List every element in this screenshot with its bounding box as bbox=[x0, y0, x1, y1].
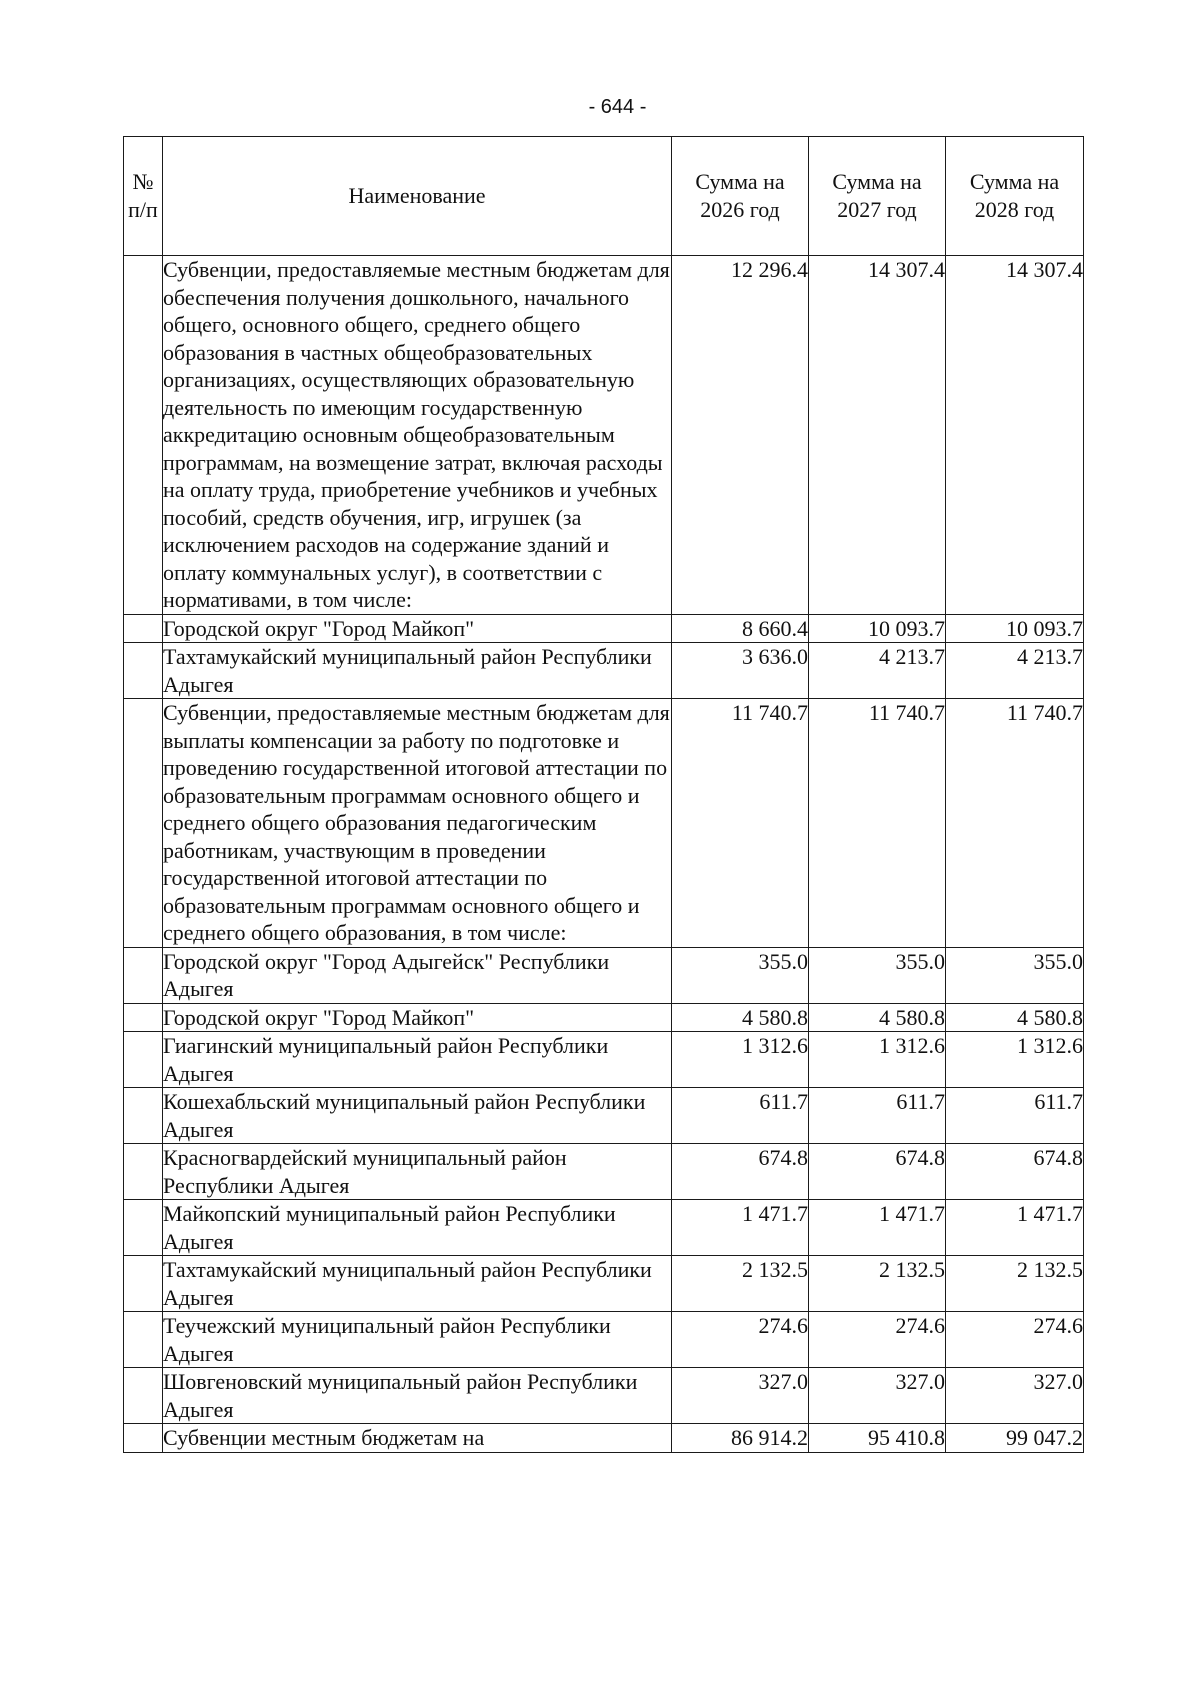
row-amount-2027: 327.0 bbox=[809, 1368, 946, 1424]
row-amount-2026: 11 740.7 bbox=[672, 699, 809, 948]
row-amount-2028: 4 213.7 bbox=[946, 643, 1084, 699]
header-name: Наименование bbox=[163, 137, 672, 256]
table-header bbox=[124, 137, 1084, 256]
row-amount-2026: 2 132.5 bbox=[672, 1256, 809, 1312]
row-amount-2027: 11 740.7 bbox=[809, 699, 946, 948]
row-index bbox=[124, 1256, 163, 1312]
row-name: Тахтамукайский муниципальный район Республики Адыгея bbox=[163, 1256, 672, 1312]
row-name: Субвенции местным бюджетам на bbox=[163, 1424, 672, 1453]
row-index bbox=[124, 1424, 163, 1453]
table-row bbox=[124, 1200, 1084, 1256]
row-index bbox=[124, 1088, 163, 1144]
table-row bbox=[124, 1312, 1084, 1368]
row-name: Гиагинский муниципальный район Республики Адыгея bbox=[163, 1032, 672, 1088]
row-name: Городской округ "Город Майкоп" bbox=[163, 614, 672, 643]
page-number: - 644 - bbox=[588, 96, 647, 118]
row-amount-2028: 4 580.8 bbox=[946, 1003, 1084, 1032]
row-amount-2026: 4 580.8 bbox=[672, 1003, 809, 1032]
row-index bbox=[124, 256, 163, 615]
row-name: Майкопский муниципальный район Республики Адыгея bbox=[163, 1200, 672, 1256]
table-row bbox=[124, 1032, 1084, 1088]
row-name: Городской округ "Город Адыгейск" Республики Адыгея bbox=[163, 947, 672, 1003]
row-amount-2026: 355.0 bbox=[672, 947, 809, 1003]
row-amount-2027: 674.8 bbox=[809, 1144, 946, 1200]
table-row bbox=[124, 947, 1084, 1003]
row-index bbox=[124, 947, 163, 1003]
table-row bbox=[124, 1424, 1084, 1453]
row-amount-2026: 1 471.7 bbox=[672, 1200, 809, 1256]
table-body bbox=[124, 256, 1084, 1453]
row-amount-2027: 10 093.7 bbox=[809, 614, 946, 643]
row-amount-2027: 14 307.4 bbox=[809, 256, 946, 615]
row-amount-2027: 4 580.8 bbox=[809, 1003, 946, 1032]
row-amount-2026: 327.0 bbox=[672, 1368, 809, 1424]
row-index bbox=[124, 614, 163, 643]
row-amount-2027: 274.6 bbox=[809, 1312, 946, 1368]
table-row bbox=[124, 1144, 1084, 1200]
row-name: Городской округ "Город Майкоп" bbox=[163, 1003, 672, 1032]
row-amount-2026: 12 296.4 bbox=[672, 256, 809, 615]
row-amount-2028: 611.7 bbox=[946, 1088, 1084, 1144]
row-amount-2026: 274.6 bbox=[672, 1312, 809, 1368]
row-amount-2026: 8 660.4 bbox=[672, 614, 809, 643]
row-index bbox=[124, 1003, 163, 1032]
header-row bbox=[124, 137, 1084, 256]
row-amount-2027: 2 132.5 bbox=[809, 1256, 946, 1312]
row-name: Красногвардейский муниципальный район Республики Адыгея bbox=[163, 1144, 672, 1200]
table-row bbox=[124, 699, 1084, 948]
header-2027: Сумма на 2027 год bbox=[809, 137, 946, 256]
row-name: Субвенции, предоставляемые местным бюджетам для выплаты компенсации за работу по подготовке и проведению государственной итоговой аттестации по образовательным программам основного общего и среднего общего образования педагогическим работникам, участвующим в проведении государственной итоговой аттестации по образовательным программам основного общего и среднего общего образования, в том числе: bbox=[163, 700, 670, 945]
row-name: Шовгеновский муниципальный район Республики Адыгея bbox=[163, 1368, 672, 1424]
row-index bbox=[124, 1312, 163, 1368]
row-name: Тахтамукайский муниципальный район Республики Адыгея bbox=[163, 643, 672, 699]
row-amount-2028: 11 740.7 bbox=[946, 699, 1084, 948]
row-index bbox=[124, 1200, 163, 1256]
table-row bbox=[124, 1088, 1084, 1144]
header-num: № п/п bbox=[124, 137, 163, 256]
row-amount-2027: 611.7 bbox=[809, 1088, 946, 1144]
row-amount-2028: 99 047.2 bbox=[946, 1424, 1084, 1453]
row-amount-2027: 95 410.8 bbox=[809, 1424, 946, 1453]
table-row bbox=[124, 1003, 1084, 1032]
table-row bbox=[124, 1368, 1084, 1424]
table-row bbox=[124, 1256, 1084, 1312]
row-index bbox=[124, 1032, 163, 1088]
row-name: Субвенции, предоставляемые местным бюджетам для обеспечения получения дошкольного, начального общего, основного общего, среднего общего образования в частных общеобразовательных организациях, осуществляющих образовательную деятельность по имеющим государственную аккредитацию основным общеобразовательным программам, на возмещение затрат, включая расходы на оплату труда, приобретение учебников и учебных пособий, средств обучения, игр, игрушек (за исключением расходов на содержание зданий и оплату коммунальных услуг), в соответствии с нормативами, в том числе: bbox=[163, 257, 670, 612]
row-amount-2028: 1 312.6 bbox=[946, 1032, 1084, 1088]
row-amount-2028: 2 132.5 bbox=[946, 1256, 1084, 1312]
row-amount-2028: 10 093.7 bbox=[946, 614, 1084, 643]
row-amount-2027: 4 213.7 bbox=[809, 643, 946, 699]
row-name: Теучежский муниципальный район Республики Адыгея bbox=[163, 1312, 672, 1368]
row-amount-2026: 3 636.0 bbox=[672, 643, 809, 699]
row-amount-2028: 274.6 bbox=[946, 1312, 1084, 1368]
header-2026: Сумма на 2026 год bbox=[672, 137, 809, 256]
row-amount-2026: 611.7 bbox=[672, 1088, 809, 1144]
row-index bbox=[124, 1368, 163, 1424]
row-index bbox=[124, 699, 163, 948]
row-amount-2026: 1 312.6 bbox=[672, 1032, 809, 1088]
row-amount-2027: 1 471.7 bbox=[809, 1200, 946, 1256]
row-index bbox=[124, 643, 163, 699]
row-name: Кошехабльский муниципальный район Республики Адыгея bbox=[163, 1088, 672, 1144]
row-amount-2028: 14 307.4 bbox=[946, 256, 1084, 615]
row-amount-2026: 86 914.2 bbox=[672, 1424, 809, 1453]
table-row bbox=[124, 256, 1084, 615]
header-2028: Сумма на 2028 год bbox=[946, 137, 1084, 256]
row-amount-2028: 1 471.7 bbox=[946, 1200, 1084, 1256]
row-amount-2026: 674.8 bbox=[672, 1144, 809, 1200]
row-index bbox=[124, 1144, 163, 1200]
table-row bbox=[124, 614, 1084, 643]
row-amount-2028: 355.0 bbox=[946, 947, 1084, 1003]
row-amount-2028: 674.8 bbox=[946, 1144, 1084, 1200]
subventions-table bbox=[123, 136, 1084, 1453]
row-amount-2027: 1 312.6 bbox=[809, 1032, 946, 1088]
row-amount-2027: 355.0 bbox=[809, 947, 946, 1003]
row-amount-2028: 327.0 bbox=[946, 1368, 1084, 1424]
table-row bbox=[124, 643, 1084, 699]
